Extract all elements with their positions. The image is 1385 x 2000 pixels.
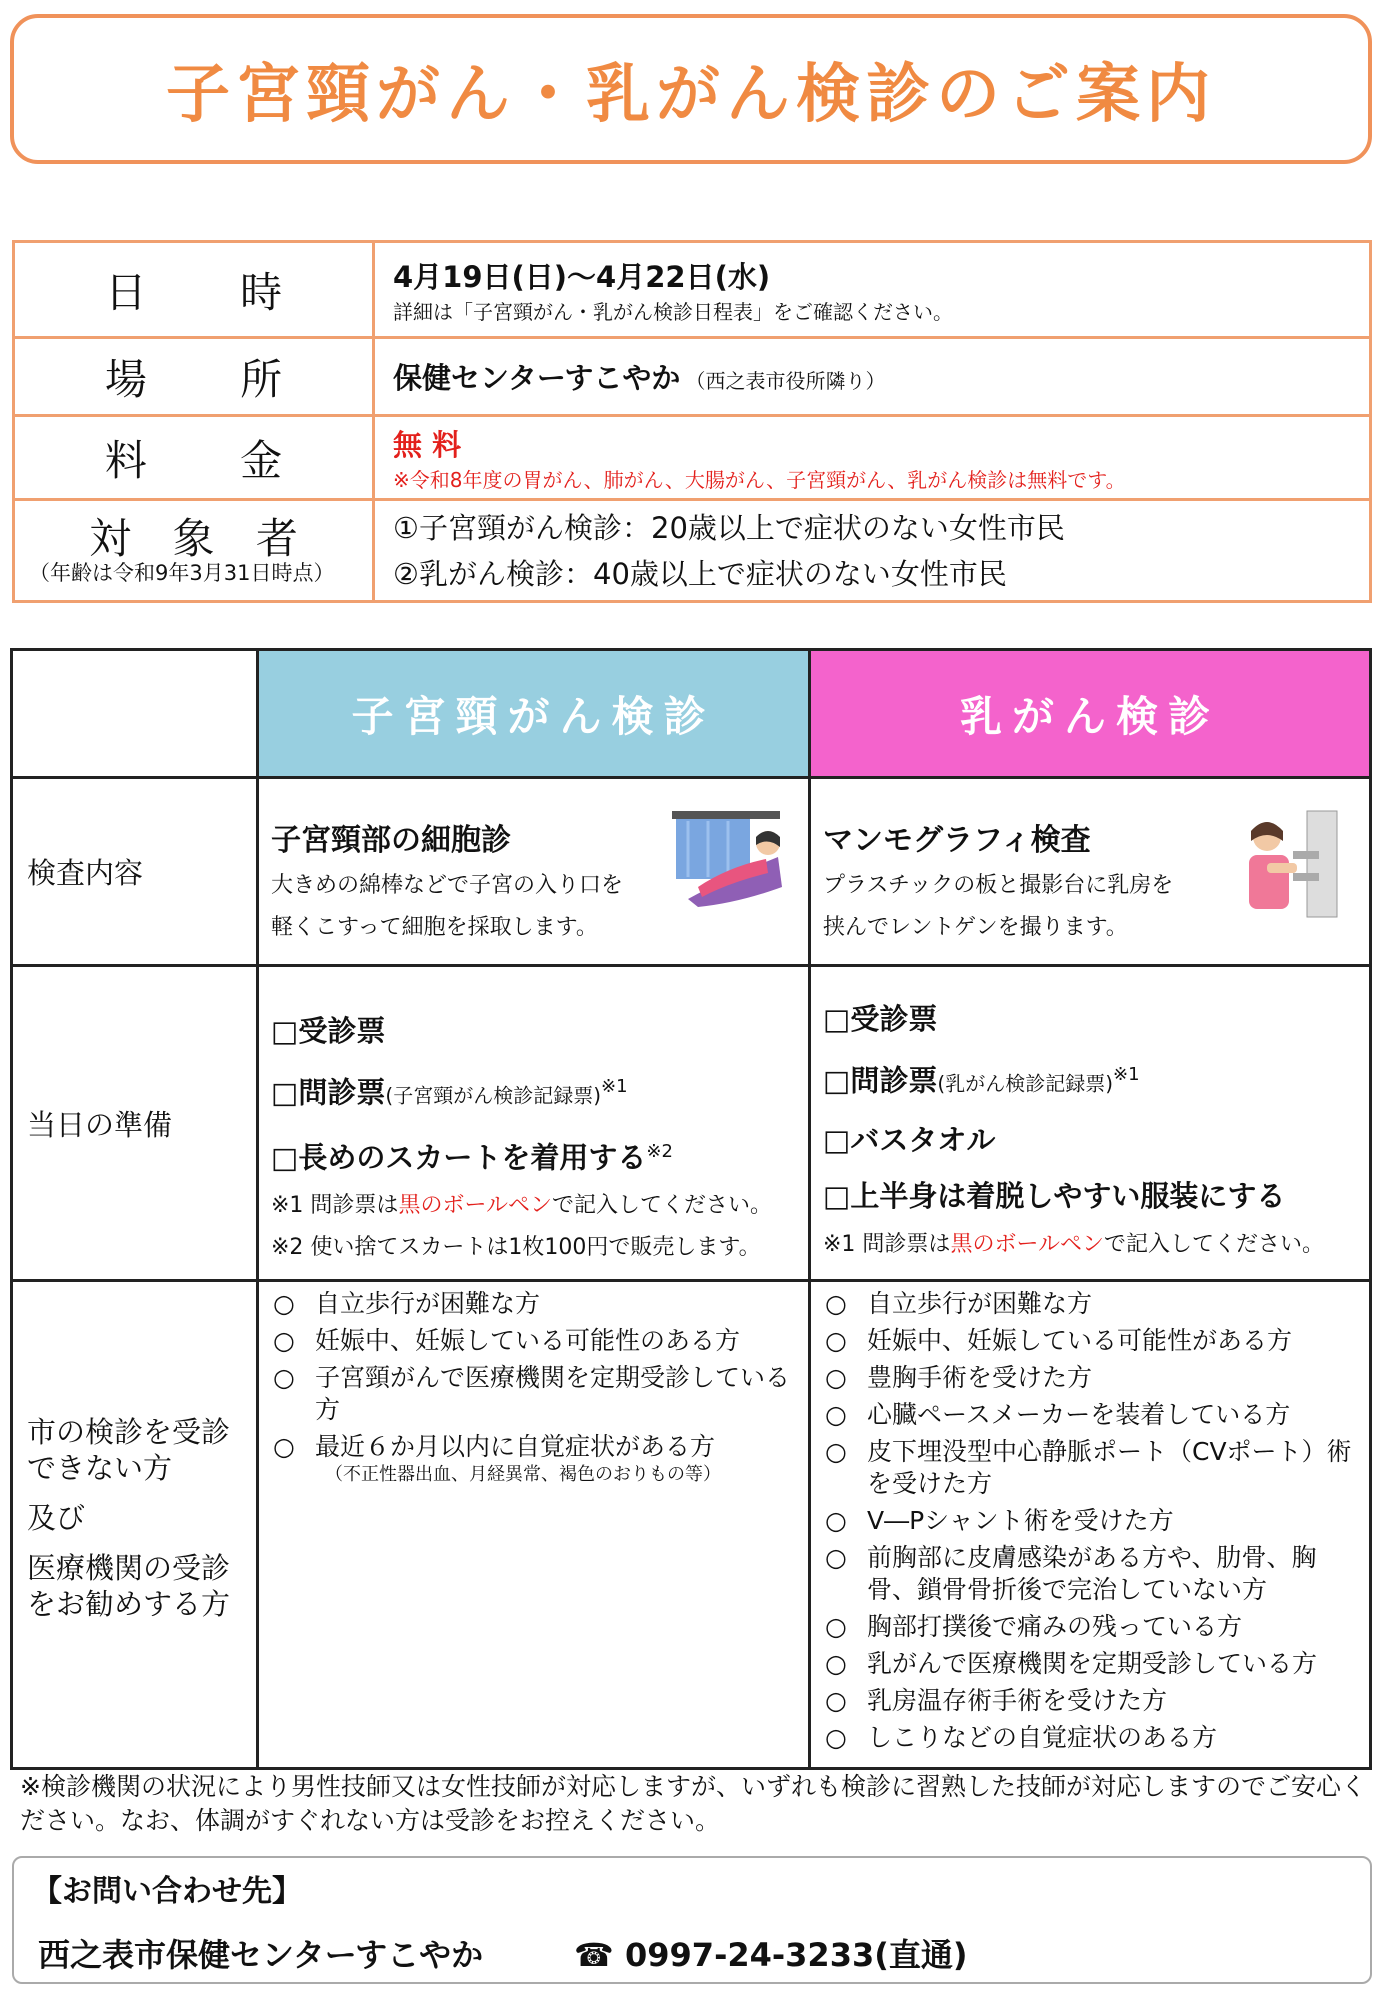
breast-content-text-1: プラスチックの板と撮影台に乳房を — [823, 873, 1174, 898]
breast-content-text-2: 挟んでレントゲンを撮ります。 — [823, 915, 1128, 940]
breast-content-title: マンモグラフィ検査 — [823, 823, 1091, 858]
list-item: ○ 自立歩行が困難な方 — [269, 1288, 798, 1320]
mammography-illustration-icon — [1237, 807, 1347, 921]
place-note: （西之表市役所隣り） — [685, 369, 886, 393]
cervical-header: 子宮頸がん検診 — [258, 650, 810, 778]
cervical-ng-4: 最近６か月以内に自覚症状がある方 — [315, 1432, 716, 1462]
contact-org: 西之表市保健センターすこやか — [38, 1936, 484, 1974]
cervical-note-1a: ※1 問診票は — [271, 1193, 399, 1219]
cervical-content-title: 子宮頸部の細胞診 — [271, 823, 511, 858]
page-title: 子宮頸がん・乳がん検診のご案内 — [166, 58, 1216, 132]
cervical-prep-3-sup: ※2 — [646, 1140, 673, 1162]
list-item: ○ 皮下埋没型中心静脈ポート（CVポート）術を受けた方 — [821, 1436, 1359, 1500]
contact-title: 【お問い合わせ先】 — [32, 1874, 302, 1909]
list-item: ○ 前胸部に皮膚感染がある方や、肋骨、胸骨、鎖骨骨折後で完治していない方 — [821, 1542, 1359, 1606]
exam-content-row — [12, 778, 1371, 966]
ng-label-3: 医療機関の受診をお勧めする方 — [27, 1550, 231, 1621]
exam-header-row — [12, 650, 1371, 778]
breast-prep-3: □バスタオル — [823, 1122, 996, 1157]
info-table — [12, 240, 1372, 603]
cervical-ng-sub: （不正性器出血、月経異常、褐色のおりもの等） — [325, 1464, 721, 1486]
list-item: ○ 自立歩行が困難な方 — [821, 1288, 1359, 1320]
breast-prep-2-sup: ※1 — [1113, 1064, 1140, 1085]
ng-label-2: 及び — [27, 1500, 86, 1535]
cervical-content-text-1: 大きめの綿棒などで子宮の入り口を — [271, 873, 624, 898]
breast-note-1c: で記入してください。 — [1104, 1231, 1325, 1257]
cervical-prep-1: □受診票 — [271, 1014, 386, 1048]
breast-prep-2-small: (乳がん検診記録票) — [937, 1071, 1114, 1096]
ng-label-1: 市の検診を受診できない方 — [27, 1414, 231, 1485]
breast-header: 乳がん検診 — [810, 650, 1371, 778]
cervical-note-2: ※2 使い捨てスカートは1枚100円で販売します。 — [271, 1235, 761, 1261]
place-main: 保健センターすこやか — [393, 361, 681, 395]
target-sub: （年齢は令和9年3月31日時点） — [29, 560, 335, 585]
target-label: 対 象 者 — [89, 514, 312, 564]
fee-note: ※令和8年度の胃がん、肺がん、大腸がん、子宮頸がん、乳がん検診は無料です。 — [393, 467, 1126, 492]
exam-prep-row — [12, 966, 1371, 1281]
list-item: ○ 子宮頸がんで医療機関を定期受診している方 — [269, 1362, 798, 1426]
target-1: ①子宮頸がん検診：20歳以上で症状のない女性市民 — [393, 510, 1065, 545]
prep-label: 当日の準備 — [12, 966, 258, 1281]
cervical-note-1b: 黒のボールペン — [398, 1193, 552, 1219]
breast-prep-2: □問診票 — [823, 1063, 938, 1098]
list-item: ○ しこりなどの自覚症状のある方 — [821, 1722, 1359, 1754]
list-item: ○ 乳房温存術手術を受けた方 — [821, 1685, 1359, 1717]
exam-table — [10, 648, 1372, 1770]
list-item: ○ 妊娠中、妊娠している可能性のある方 — [269, 1325, 798, 1357]
date-note: 詳細は「子宮頸がん・乳がん検診日程表」をご確認ください。 — [393, 299, 953, 324]
place-label: 場 所 — [14, 338, 374, 416]
breast-prep-4: □上半身は着脱しやすい服装にする — [823, 1178, 1286, 1213]
date-main: 4月19日(日)～4月22日(水) — [393, 259, 771, 294]
breast-note-1b: 黒のボールペン — [950, 1231, 1104, 1257]
exam-ng-row — [12, 1281, 1371, 1769]
cervical-prep-3: □長めのスカートを着用する — [271, 1140, 647, 1175]
list-item: ○ 乳がんで医療機関を定期受診している方 — [821, 1648, 1359, 1680]
cervical-prep-2-sup: ※1 — [601, 1076, 628, 1097]
cervical-prep-2: □問診票 — [271, 1075, 386, 1110]
cervical-note-1c: で記入してください。 — [552, 1193, 773, 1219]
info-row-fee — [14, 416, 1371, 500]
fee-label: 料 金 — [14, 416, 374, 500]
title-banner — [10, 14, 1372, 164]
cervical-content-text-2: 軽くこすって細胞を採取します。 — [271, 915, 598, 940]
exam-chair-illustration-icon — [668, 807, 786, 915]
info-row-place — [14, 338, 1371, 416]
list-item — [269, 1431, 798, 1487]
list-item: ○ 妊娠中、妊娠している可能性がある方 — [821, 1325, 1359, 1357]
list-item: ○ 豊胸手術を受けた方 — [821, 1362, 1359, 1394]
breast-ng-list — [811, 1282, 1369, 1754]
list-item: ○ 心臓ペースメーカーを装着している方 — [821, 1399, 1359, 1431]
date-label: 日 時 — [14, 242, 374, 338]
contact-box — [12, 1856, 1372, 1984]
target-2: ②乳がん検診：40歳以上で症状のない女性市民 — [393, 556, 1007, 591]
content-label: 検査内容 — [12, 778, 258, 966]
list-item: ○ V―Pシャント術を受けた方 — [821, 1505, 1359, 1537]
cervical-ng-list — [259, 1282, 808, 1487]
footer-note: ※検診機関の状況により男性技師又は女性技師が対応しますが、いずれも検診に習熟した技師が対応しますのでご安心ください。なお、体調がすぐれない方は受診をお控えください。 — [20, 1772, 1366, 1835]
info-row-target — [14, 500, 1371, 602]
breast-prep-1: □受診票 — [823, 1002, 938, 1036]
info-row-date — [14, 242, 1371, 338]
contact-tel: ☎ 0997-24-3233(直通) — [574, 1936, 968, 1974]
cervical-prep-2-small: (子宮頸がん検診記録票) — [385, 1083, 602, 1108]
fee-main: 無 料 — [393, 427, 462, 462]
breast-note-1a: ※1 問診票は — [823, 1231, 951, 1257]
list-item: ○ 胸部打撲後で痛みの残っている方 — [821, 1611, 1359, 1643]
